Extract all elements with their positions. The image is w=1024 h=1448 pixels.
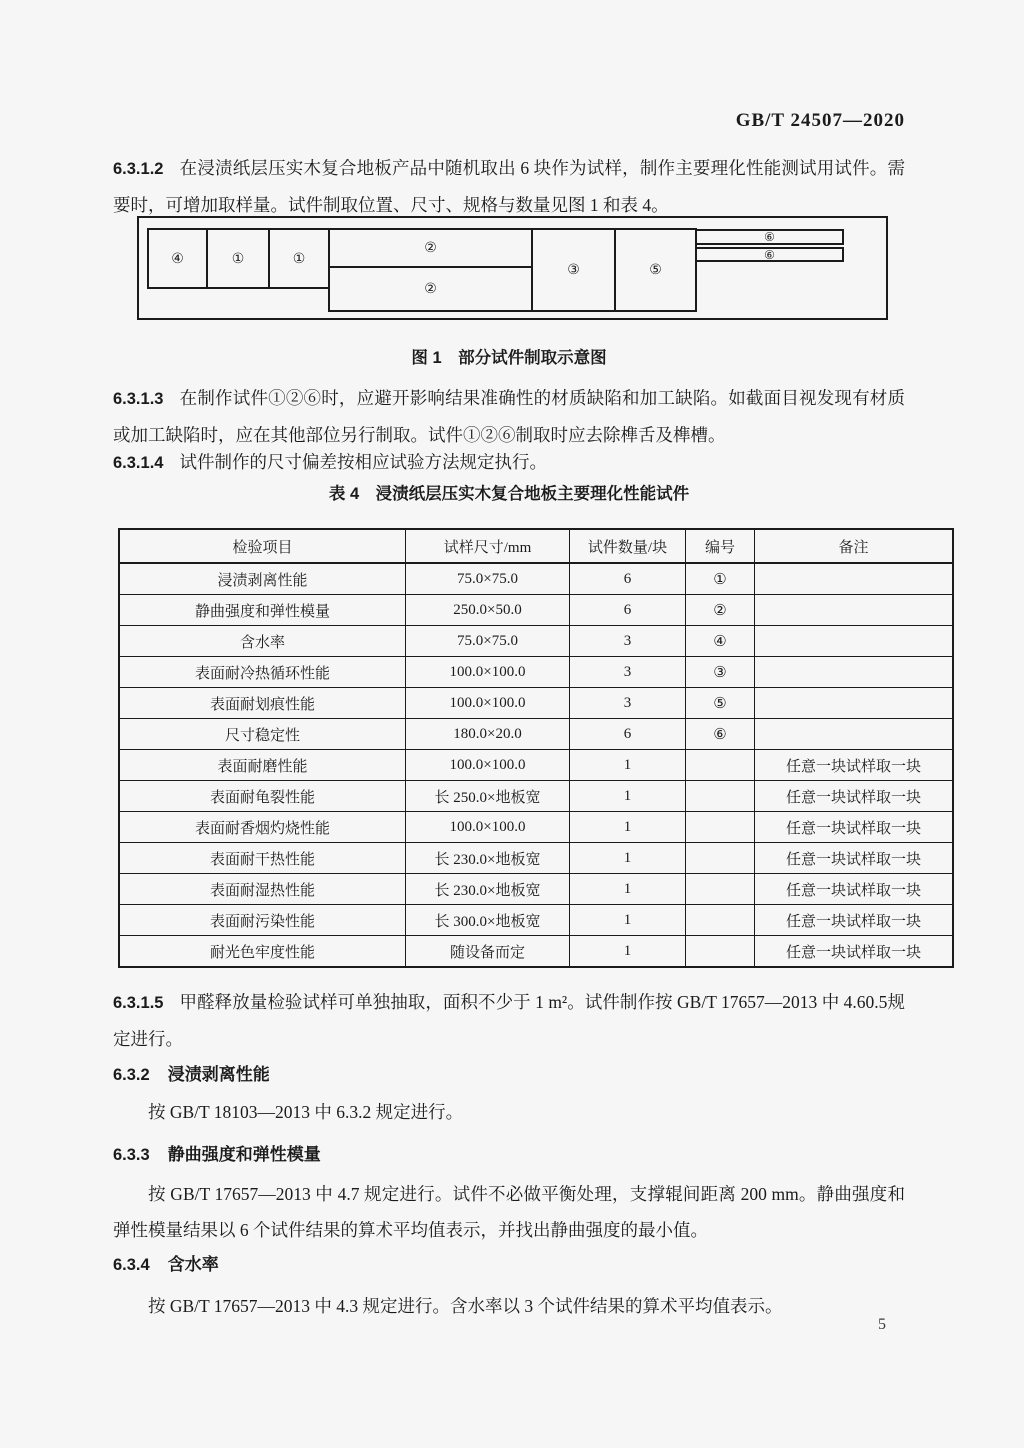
cell-size: 100.0×100.0 — [406, 688, 570, 719]
heading-title: 静曲强度和弹性模量 — [167, 1145, 321, 1164]
specimen-box-5 — [614, 228, 697, 312]
figure-caption: 图 1 部分试件制取示意图 — [411, 349, 607, 367]
cell-number — [686, 812, 755, 843]
cell-quantity: 1 — [570, 905, 686, 936]
heading-title: 浸渍剥离性能 — [167, 1065, 270, 1084]
heading-title: 含水率 — [167, 1255, 219, 1274]
table-row — [119, 563, 953, 595]
cell-number: ③ — [686, 657, 755, 688]
cell-test-item: 静曲强度和弹性模量 — [119, 595, 406, 626]
clause-number: 6.3.2 — [113, 1066, 150, 1084]
cell-number: ④ — [686, 626, 755, 657]
cell-test-item: 浸渍剥离性能 — [119, 563, 406, 595]
table-caption: 表 4 浸渍纸层压实木复合地板主要理化性能试件 — [328, 485, 690, 503]
table-row — [119, 812, 953, 843]
cell-quantity: 1 — [570, 874, 686, 905]
cell-quantity: 3 — [570, 626, 686, 657]
cell-test-item: 表面耐干热性能 — [119, 843, 406, 874]
clause-6-3-1-4 — [113, 444, 905, 481]
table-row — [119, 843, 953, 874]
col-header-size: 试样尺寸/mm — [406, 529, 570, 563]
cell-test-item: 尺寸稳定性 — [119, 719, 406, 750]
cell-remark — [755, 657, 954, 688]
cell-number — [686, 905, 755, 936]
table-row — [119, 688, 953, 719]
clause-text: 在浸渍纸层压实木复合地板产品中随机取出 6 块作为试样，制作主要理化性能测试用试件。需要时，可增加取样量。试件制取位置、尺寸、规格与数量见图 1 和表 4。 — [113, 158, 905, 215]
cell-size: 100.0×100.0 — [406, 812, 570, 843]
cell-remark: 任意一块试样取一块 — [755, 843, 954, 874]
specimen-label: ① — [231, 250, 245, 267]
cell-quantity: 1 — [570, 781, 686, 812]
cell-remark — [755, 626, 954, 657]
cell-remark: 任意一块试样取一块 — [755, 874, 954, 905]
cell-test-item: 表面耐磨性能 — [119, 750, 406, 781]
cell-number — [686, 781, 755, 812]
specimen-label: ② — [424, 281, 437, 297]
table-row — [119, 905, 953, 936]
para-6-3-2: 按 GB/T 18103—2013 中 6.3.2 规定进行。 — [148, 1102, 464, 1122]
cell-quantity: 6 — [570, 563, 686, 595]
specimen-label: ③ — [567, 262, 580, 278]
figure-1-specimen-diagram — [137, 216, 888, 320]
cell-quantity: 1 — [570, 750, 686, 781]
cell-number — [686, 936, 755, 968]
cell-quantity: 1 — [570, 812, 686, 843]
cell-quantity: 6 — [570, 719, 686, 750]
cell-test-item: 表面耐冷热循环性能 — [119, 657, 406, 688]
para-6-3-3: 按 GB/T 17657—2013 中 4.7 规定进行。试件不必做平衡处理，支撑辊间距离 200 mm。静曲强度和弹性模量结果以 6 个试件结果的算术平均值表示，并找出静曲强度的最小值。 — [113, 1184, 905, 1240]
clause-number: 6.3.1.4 — [113, 454, 164, 472]
cell-remark — [755, 563, 954, 595]
specimen-label: ⑥ — [764, 247, 775, 262]
table-4-specimens — [118, 528, 954, 968]
table-row — [119, 874, 953, 905]
specimen-box-2b — [328, 266, 533, 312]
cell-size: 长 230.0×地板宽 — [406, 874, 570, 905]
cell-size: 250.0×50.0 — [406, 595, 570, 626]
clause-6-3-1-2 — [113, 150, 905, 223]
cell-number — [686, 843, 755, 874]
cell-size: 100.0×100.0 — [406, 750, 570, 781]
cell-size: 长 230.0×地板宽 — [406, 843, 570, 874]
specimen-box-6b — [695, 247, 844, 262]
col-header-number: 编号 — [686, 529, 755, 563]
heading-6-3-3 — [113, 1140, 905, 1165]
table-row — [119, 595, 953, 626]
cell-size: 75.0×75.0 — [406, 563, 570, 595]
cell-remark — [755, 719, 954, 750]
cell-size: 随设备而定 — [406, 936, 570, 968]
specimen-box-4 — [147, 228, 208, 289]
cell-size: 75.0×75.0 — [406, 626, 570, 657]
cell-number: ② — [686, 595, 755, 626]
table-row — [119, 719, 953, 750]
cell-remark — [755, 595, 954, 626]
specimen-label: ② — [424, 240, 437, 256]
clause-number: 6.3.1.5 — [113, 994, 164, 1012]
cell-number — [686, 750, 755, 781]
specimen-label: ⑤ — [649, 262, 662, 278]
specimen-label: ⑥ — [764, 230, 775, 244]
clause-text: 甲醛释放量检验试样可单独抽取，面积不少于 1 m²。试件制作按 GB/T 17657—2013 中 4.60.5规定进行。 — [113, 992, 905, 1049]
cell-size: 长 250.0×地板宽 — [406, 781, 570, 812]
heading-6-3-2 — [113, 1060, 905, 1085]
cell-remark: 任意一块试样取一块 — [755, 750, 954, 781]
specimen-box-6a — [695, 229, 844, 245]
specimen-label: ① — [292, 250, 306, 267]
clause-6-3-1-3 — [113, 380, 905, 453]
table-row — [119, 626, 953, 657]
clause-text: 试件制作的尺寸偏差按相应试验方法规定执行。 — [179, 452, 547, 472]
cell-test-item: 表面耐污染性能 — [119, 905, 406, 936]
cell-test-item: 含水率 — [119, 626, 406, 657]
clause-number: 6.3.1.3 — [113, 390, 164, 408]
clause-text: 在制作试件①②⑥时，应避开影响结果准确性的材质缺陷和加工缺陷。如截面目视发现有材质或加工缺陷时，应在其他部位另行制取。试件①②⑥制取时应去除榫舌及榫槽。 — [113, 388, 905, 445]
table-row — [119, 657, 953, 688]
cell-number: ⑤ — [686, 688, 755, 719]
cell-test-item: 表面耐划痕性能 — [119, 688, 406, 719]
specimen-box-3 — [531, 228, 616, 312]
specimen-box-1a — [206, 228, 270, 289]
doc-number: GB/T 24507—2020 — [735, 110, 905, 131]
page-number: 5 — [878, 1316, 886, 1333]
cell-number: ⑥ — [686, 719, 755, 750]
col-header-test-item: 检验项目 — [119, 529, 406, 563]
specimen-box-1b — [268, 228, 330, 289]
table-header-row — [119, 529, 953, 563]
table-row — [119, 936, 953, 968]
clause-number: 6.3.4 — [113, 1256, 150, 1274]
cell-remark: 任意一块试样取一块 — [755, 905, 954, 936]
cell-remark: 任意一块试样取一块 — [755, 781, 954, 812]
cell-test-item: 表面耐龟裂性能 — [119, 781, 406, 812]
cell-test-item: 表面耐香烟灼烧性能 — [119, 812, 406, 843]
cell-size: 长 300.0×地板宽 — [406, 905, 570, 936]
cell-quantity: 6 — [570, 595, 686, 626]
cell-remark — [755, 688, 954, 719]
cell-quantity: 3 — [570, 688, 686, 719]
specimen-box-2a — [328, 228, 533, 268]
cell-size: 180.0×20.0 — [406, 719, 570, 750]
cell-remark: 任意一块试样取一块 — [755, 936, 954, 968]
cell-number — [686, 874, 755, 905]
para-6-3-4: 按 GB/T 17657—2013 中 4.3 规定进行。含水率以 3 个试件结果的算术平均值表示。 — [148, 1296, 783, 1316]
clause-6-3-1-5 — [113, 984, 905, 1057]
cell-quantity: 3 — [570, 657, 686, 688]
clause-number: 6.3.3 — [113, 1146, 150, 1164]
heading-6-3-4 — [113, 1250, 905, 1275]
clause-number: 6.3.1.2 — [113, 160, 164, 178]
specimen-label: ④ — [171, 250, 184, 267]
cell-number: ① — [686, 563, 755, 595]
cell-quantity: 1 — [570, 936, 686, 968]
cell-remark: 任意一块试样取一块 — [755, 812, 954, 843]
cell-size: 100.0×100.0 — [406, 657, 570, 688]
col-header-quantity: 试件数量/块 — [570, 529, 686, 563]
table-row — [119, 750, 953, 781]
table-row — [119, 781, 953, 812]
cell-quantity: 1 — [570, 843, 686, 874]
cell-test-item: 表面耐湿热性能 — [119, 874, 406, 905]
col-header-remark: 备注 — [755, 529, 954, 563]
cell-test-item: 耐光色牢度性能 — [119, 936, 406, 968]
